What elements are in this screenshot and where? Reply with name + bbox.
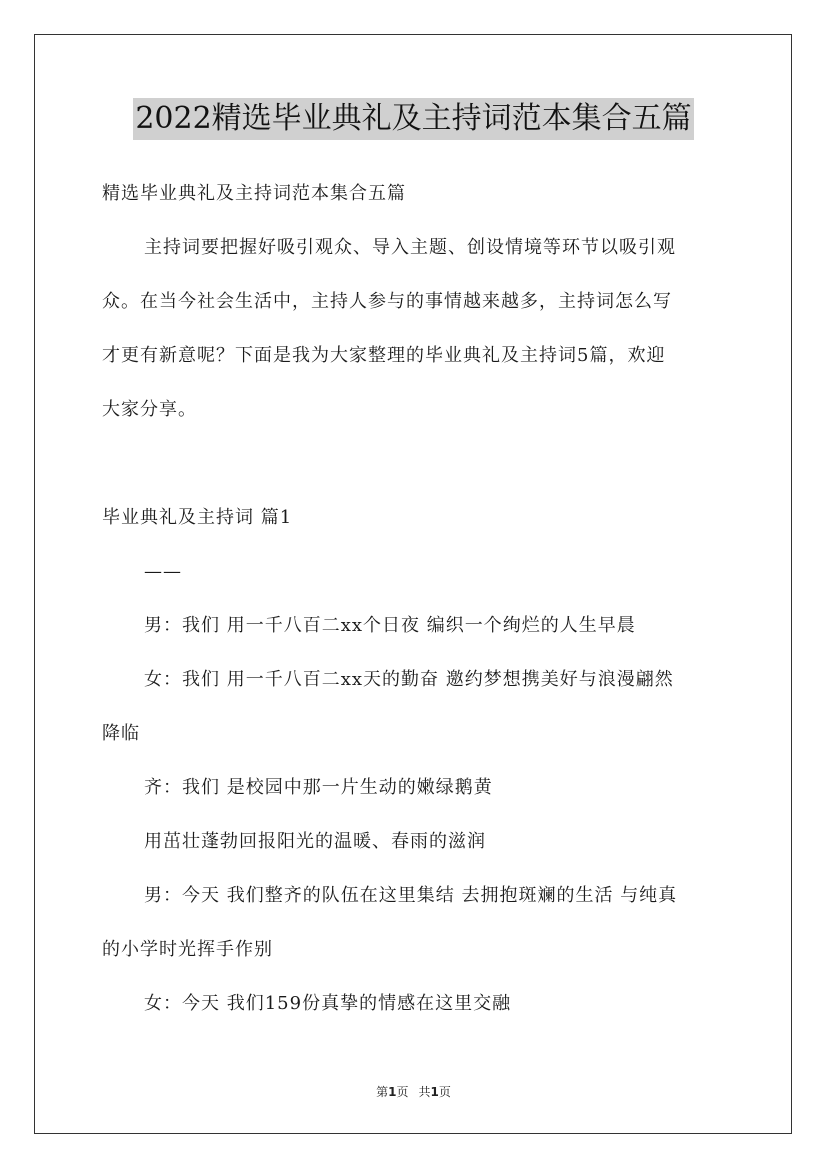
- footer-total-suffix: 页: [438, 1085, 451, 1099]
- paragraph-line: 众。在当今社会生活中，主持人参与的事情越来越多，主持词怎么写: [102, 291, 672, 312]
- footer-page-prefix: 第: [376, 1085, 389, 1099]
- section-heading: 毕业典礼及主持词 篇1: [102, 507, 293, 528]
- dialogue-line: 女：今天 我们159份真挚的情感在这里交融: [144, 993, 512, 1014]
- dialogue-line: 男：我们 用一千八百二xx个日夜 编织一个绚烂的人生早晨: [144, 615, 636, 636]
- dialogue-line: 用茁壮蓬勃回报阳光的温暖、春雨的滋润: [144, 831, 486, 852]
- dialogue-line: 降临: [102, 723, 140, 744]
- footer-total-number: 1: [430, 1085, 439, 1099]
- title-container: [0, 98, 827, 140]
- footer-page-number: 1: [388, 1085, 397, 1099]
- dash-line: ——: [144, 561, 182, 582]
- subtitle-line: 精选毕业典礼及主持词范本集合五篇: [102, 183, 406, 204]
- dialogue-line: 女：我们 用一千八百二xx天的勤奋 邀约梦想携美好与浪漫翩然: [144, 669, 674, 690]
- dialogue-line: 男：今天 我们整齐的队伍在这里集结 去拥抱斑斓的生活 与纯真: [144, 885, 678, 906]
- dialogue-line: 齐：我们 是校园中那一片生动的嫩绿鹅黄: [144, 777, 493, 798]
- paragraph-line: 大家分享。: [102, 399, 197, 420]
- page-footer: [0, 1083, 827, 1100]
- dialogue-line: 的小学时光挥手作别: [102, 939, 273, 960]
- paragraph-line: 主持词要把握好吸引观众、导入主题、创设情境等环节以吸引观: [144, 237, 676, 258]
- footer-total-prefix: 共: [418, 1085, 431, 1099]
- footer-page-suffix: 页: [396, 1085, 409, 1099]
- document-title: 2022精选毕业典礼及主持词范本集合五篇: [133, 98, 693, 140]
- paragraph-line: 才更有新意呢？下面是我为大家整理的毕业典礼及主持词5篇，欢迎: [102, 345, 666, 366]
